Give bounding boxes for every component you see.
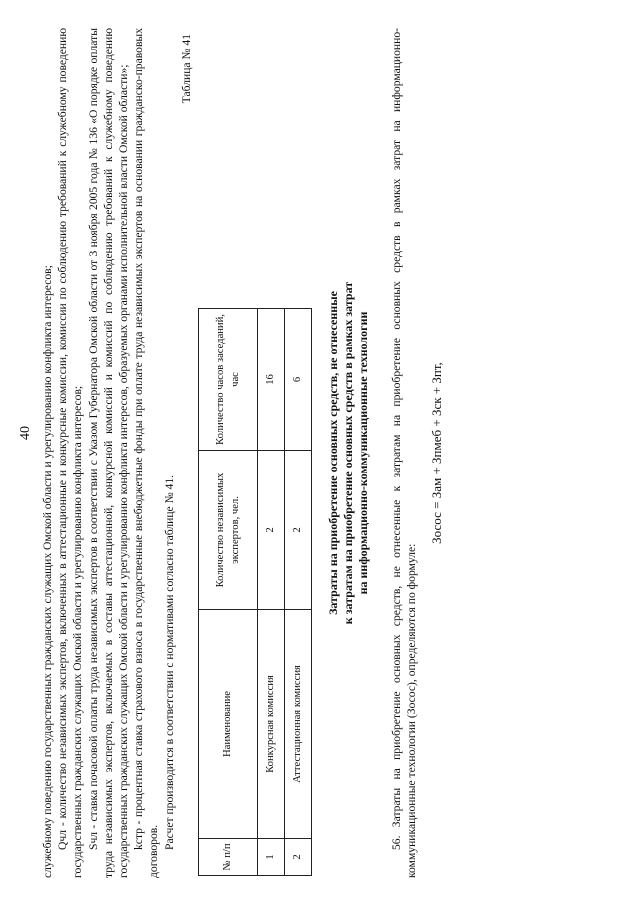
heading-line: на информационно-коммуникационные технологии bbox=[356, 311, 371, 595]
table-header-row bbox=[199, 309, 258, 876]
row-name: Конкурсная комиссия bbox=[258, 610, 285, 839]
paragraph: Sчл - ставка почасовой оплаты труда независимых экспертов в соответствии с Указом Губернатора Омской области от 3 ноября 2005 года № 136 «О порядке оплаты труда независимых экспертов, включаемых в составы аттестационной, конкурсной комиссий и комиссий по соблюдению требований к служебному поведению государственных гражданских служащих Омской области и урегулированию конфликта интересов, образуемых органами исполнительной власти Омской области»; bbox=[86, 28, 131, 878]
paragraph: kстр - процентная ставка страхового взноса в государственные внебюджетные фонды при оплате труда независимых экспертов на основании гражданско-правовых договоров. bbox=[132, 28, 161, 878]
header-name: Наименование bbox=[199, 610, 258, 839]
section-text: 56. Затраты на приобретение основных средств, не отнесенные к затратам на приобретение основных средств в рамках затрат на информационно-коммуникационные технологии (Зосос), определяются по формуле: bbox=[390, 28, 419, 878]
paragraph-block bbox=[40, 28, 177, 878]
table-caption: Таблица № 41 bbox=[179, 34, 193, 104]
paragraph: служебному поведению государственных гражданских служащих Омской области и урегулированию конфликта интересов; bbox=[41, 265, 54, 878]
header-hours: Количество часов заседаний, час bbox=[199, 309, 258, 451]
row-hours: 16 bbox=[258, 309, 285, 451]
row-experts: 2 bbox=[258, 451, 285, 610]
table-row bbox=[285, 309, 312, 876]
row-experts: 2 bbox=[285, 451, 312, 610]
formula: Зосос = Зам + Зпмеб + Зск + Зпт, bbox=[429, 362, 445, 544]
paragraph: Расчет производится в соответствии с нормативами согласно таблице № 41. bbox=[162, 474, 176, 850]
norm-table bbox=[198, 308, 312, 876]
heading-line: к затратам на приобретение основных средств в рамках затрат bbox=[341, 281, 356, 625]
rotated-content bbox=[40, 28, 600, 878]
header-experts: Количество независимых экспертов, чел. bbox=[199, 451, 258, 610]
row-number: 1 bbox=[258, 839, 285, 876]
section-heading bbox=[326, 28, 371, 878]
page-number: 40 bbox=[18, 426, 33, 440]
paragraph: Qчл - количество независимых экспертов, включенных в аттестационные и конкурсные комиссии, комиссии по соблюдению требований к служебному поведению государственных гражданских служащих Омской области и урегулированию конфликта интересов; bbox=[56, 28, 85, 878]
header-number: № п/п bbox=[199, 839, 258, 876]
row-number: 2 bbox=[285, 839, 312, 876]
row-name: Аттестационная комиссия bbox=[285, 610, 312, 839]
heading-line: Затраты на приобретение основных средств, не отнесенные bbox=[326, 291, 341, 615]
row-hours: 6 bbox=[285, 309, 312, 451]
table-row bbox=[258, 309, 285, 876]
